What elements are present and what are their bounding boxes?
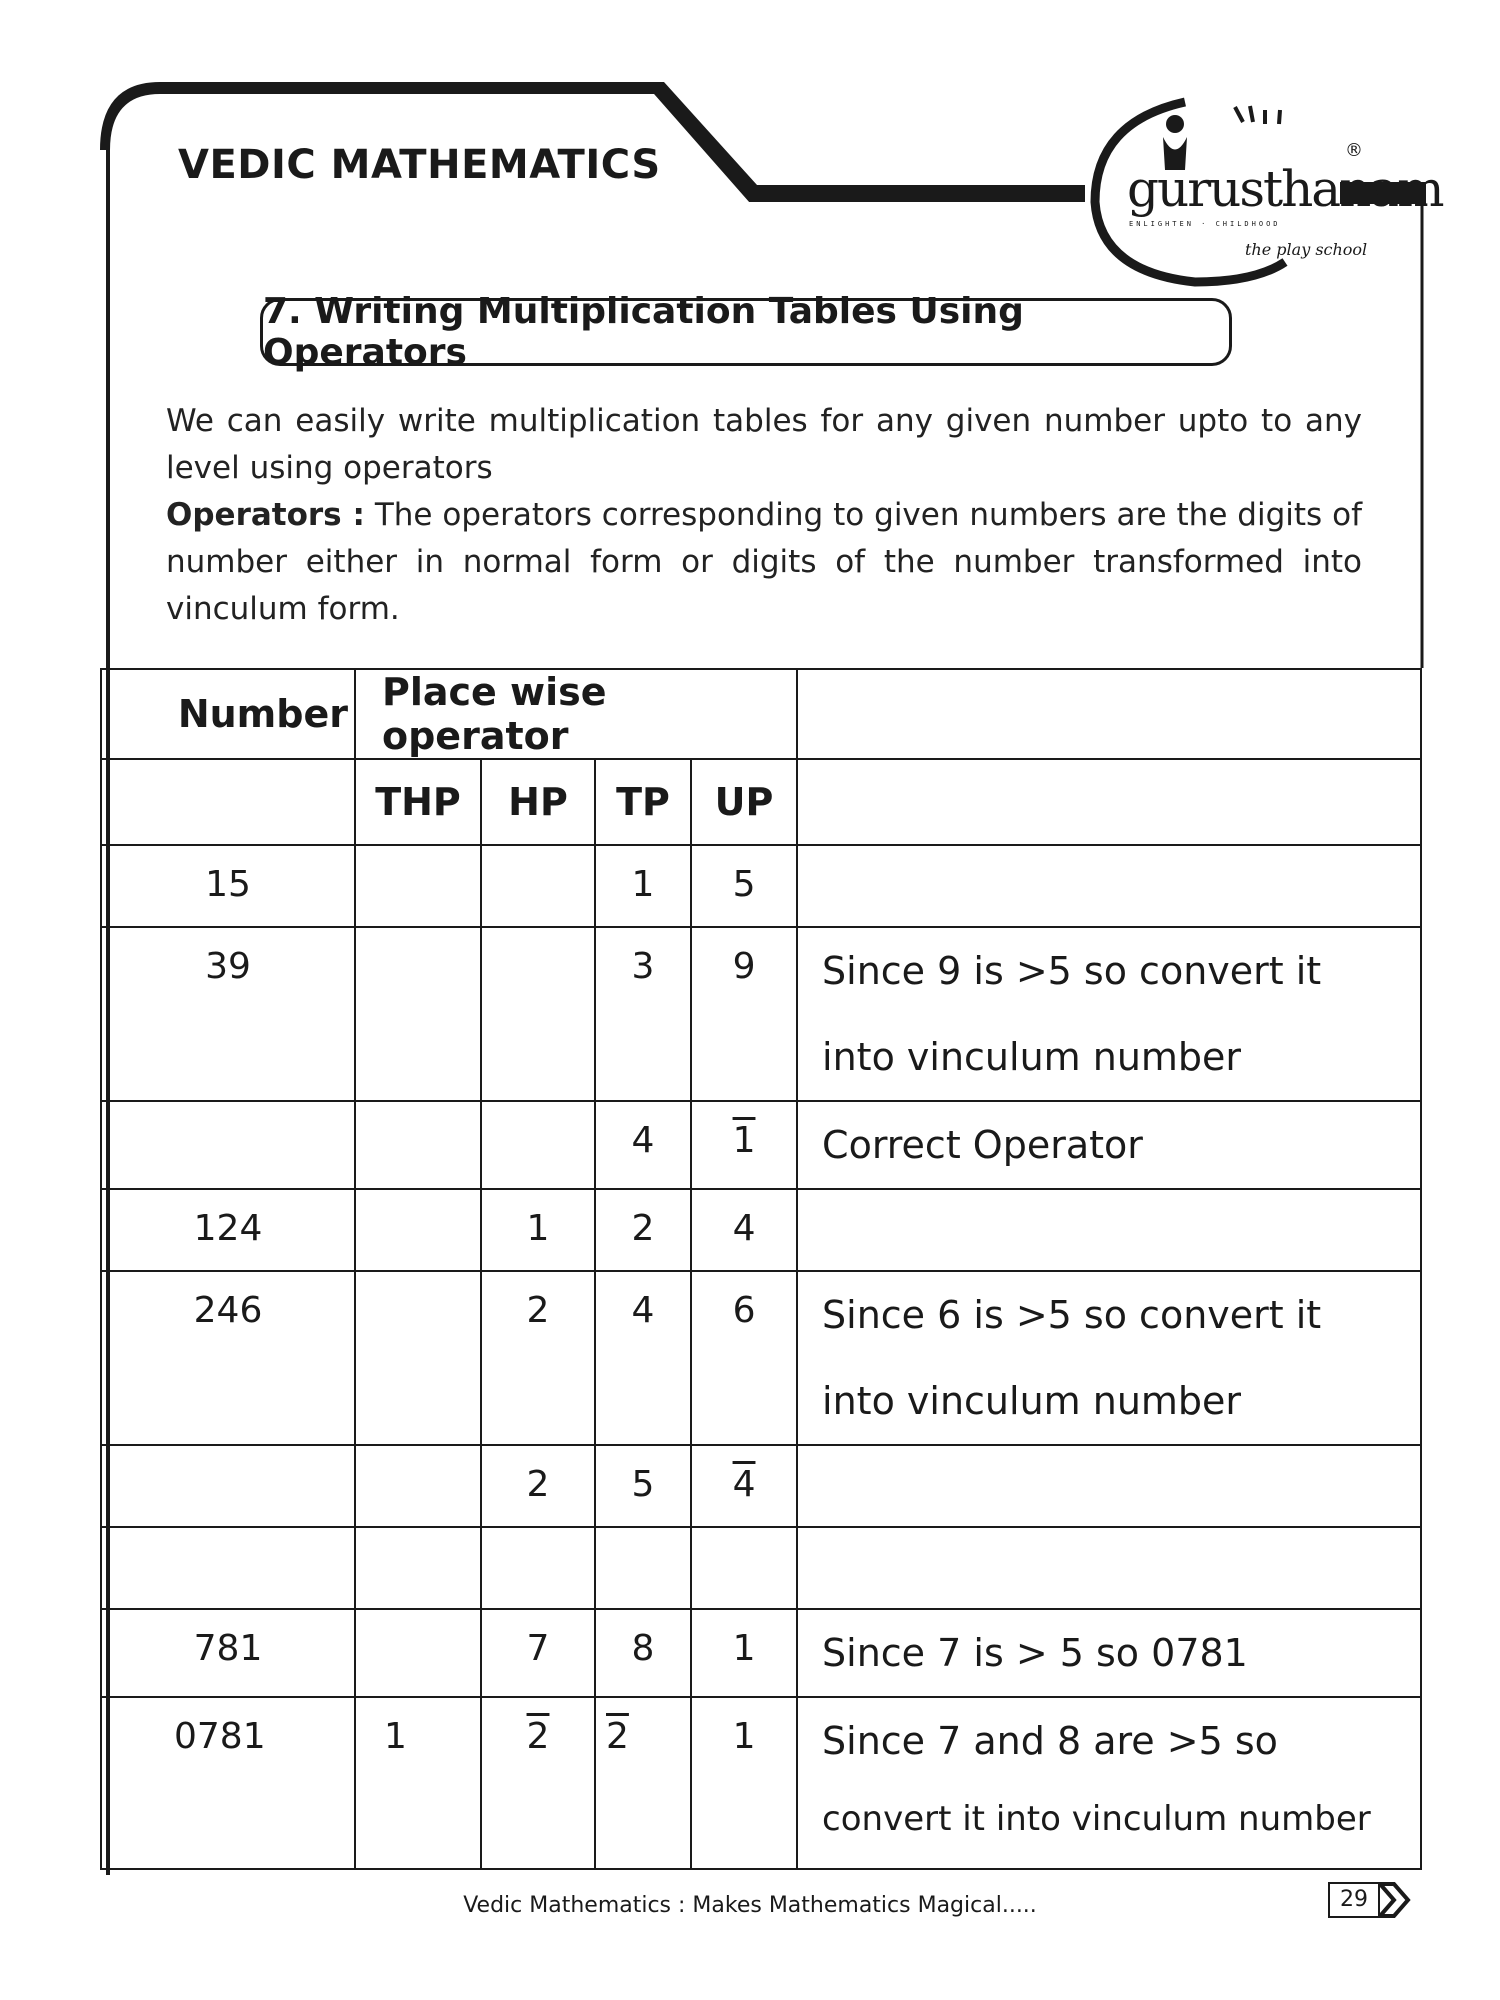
note-line-1: Since 9 is >5 so convert it — [822, 949, 1322, 993]
logo-script-text: the play school — [1245, 240, 1368, 259]
cell-note — [797, 1271, 1421, 1445]
cell-tp: 2 — [595, 1189, 691, 1271]
table-row — [101, 845, 1421, 927]
header-empty — [797, 669, 1421, 759]
cell-up: 9 — [691, 927, 797, 1101]
cell-tp: 4 — [595, 1271, 691, 1445]
cell-note — [797, 1189, 1421, 1271]
cell-number: 15 — [101, 845, 355, 927]
cell-hp: 2 — [481, 1271, 595, 1445]
header-place-wise-operator: Place wise operator — [355, 669, 797, 759]
cell-tp: 8 — [595, 1609, 691, 1697]
cell-thp — [355, 1527, 481, 1609]
registered-mark: ® — [1345, 140, 1363, 161]
subheader-empty — [101, 759, 355, 845]
section-title: 7. Writing Multiplication Tables Using Operators — [260, 298, 1232, 366]
cell-tp: 1 — [595, 845, 691, 927]
header-up: UP — [691, 759, 797, 845]
table-row — [101, 1445, 1421, 1527]
vinculum-digit: 4 — [732, 1464, 756, 1505]
cell-tp — [595, 1697, 691, 1869]
cell-up: 4 — [691, 1189, 797, 1271]
page-number: 29 — [1328, 1882, 1380, 1918]
cell-tp — [595, 1527, 691, 1609]
header-hp: HP — [481, 759, 595, 845]
cell-number — [101, 1445, 355, 1527]
cell-thp — [355, 1101, 481, 1189]
cell-tp: 4 — [595, 1101, 691, 1189]
table-row — [101, 1697, 1421, 1869]
cell-thp — [355, 1189, 481, 1271]
cell-hp: 7 — [481, 1609, 595, 1697]
intro-text — [166, 398, 1362, 633]
cell-up: 1 — [691, 1697, 797, 1869]
cell-hp: 2 — [481, 1445, 595, 1527]
cell-number: 0781 — [101, 1697, 355, 1869]
logo-wordmark: gurusthanam — [1127, 160, 1443, 218]
operator-table — [100, 668, 1422, 1870]
table-row — [101, 927, 1421, 1101]
cell-thp — [355, 1609, 481, 1697]
cell-up — [691, 1445, 797, 1527]
cell-note — [797, 1527, 1421, 1609]
cell-note: Since 7 is > 5 so 0781 — [797, 1609, 1421, 1697]
cell-thp — [355, 927, 481, 1101]
cell-number: 39 — [101, 927, 355, 1101]
cell-number: 246 — [101, 1271, 355, 1445]
cell-tp: 5 — [595, 1445, 691, 1527]
cell-up: 1 — [691, 1609, 797, 1697]
cell-thp — [355, 845, 481, 927]
footer-text: Vedic Mathematics : Makes Mathematics Magical..... — [463, 1893, 1037, 1918]
cell-up — [691, 1527, 797, 1609]
header-title: VEDIC MATHEMATICS — [178, 142, 661, 188]
operators-text: The operators corresponding to given numbers are the digits of number either in normal form or digits of the number transformed into vinculum form. — [166, 497, 1362, 627]
cell-hp: 1 — [481, 1189, 595, 1271]
cell-thp — [355, 1271, 481, 1445]
intro-paragraph: We can easily write multiplication tables for any given number upto to any level using operators — [166, 403, 1362, 486]
cell-number — [101, 1527, 355, 1609]
cell-thp — [355, 1445, 481, 1527]
header-thp: THP — [355, 759, 481, 845]
note-line-2: into vinculum number — [822, 1379, 1242, 1423]
header-tp: TP — [595, 759, 691, 845]
cell-up: 6 — [691, 1271, 797, 1445]
table-row — [101, 1527, 1421, 1609]
cell-note — [797, 1445, 1421, 1527]
operators-definition — [166, 492, 1362, 633]
brand-logo — [1085, 92, 1443, 292]
vinculum-digit: 2 — [606, 1716, 629, 1757]
logo-tagline: ENLIGHTEN · CHILDHOOD — [1129, 220, 1281, 228]
cell-hp — [481, 927, 595, 1101]
vinculum-digit: 1 — [732, 1120, 756, 1161]
cell-hp — [481, 1697, 595, 1869]
table-row — [101, 1189, 1421, 1271]
table-subheader-row — [101, 759, 1421, 845]
table-row — [101, 1609, 1421, 1697]
cell-hp — [481, 845, 595, 927]
chevron-right-icon — [1378, 1880, 1412, 1920]
cell-tp: 3 — [595, 927, 691, 1101]
table-row — [101, 1271, 1421, 1445]
cell-hp — [481, 1527, 595, 1609]
cell-hp — [481, 1101, 595, 1189]
cell-up — [691, 1101, 797, 1189]
note-line-2: into vinculum number — [822, 1035, 1242, 1079]
cell-note: Correct Operator — [797, 1101, 1421, 1189]
vinculum-digit: 2 — [526, 1716, 550, 1757]
cell-note — [797, 845, 1421, 927]
cell-note — [797, 1697, 1421, 1869]
note-line-1: Since 6 is >5 so convert it — [822, 1293, 1322, 1337]
header-number: Number — [101, 669, 355, 759]
note-line-1: Since 7 and 8 are >5 so — [822, 1719, 1278, 1763]
subheader-empty-note — [797, 759, 1421, 845]
table-header-row — [101, 669, 1421, 759]
cell-number: 781 — [101, 1609, 355, 1697]
cell-up: 5 — [691, 845, 797, 927]
cell-note — [797, 927, 1421, 1101]
table-row — [101, 1101, 1421, 1189]
note-line-2: convert it into vinculum number — [822, 1799, 1371, 1839]
operators-label: Operators : — [166, 497, 365, 533]
cell-thp: 1 — [355, 1697, 481, 1869]
cell-number — [101, 1101, 355, 1189]
cell-number: 124 — [101, 1189, 355, 1271]
